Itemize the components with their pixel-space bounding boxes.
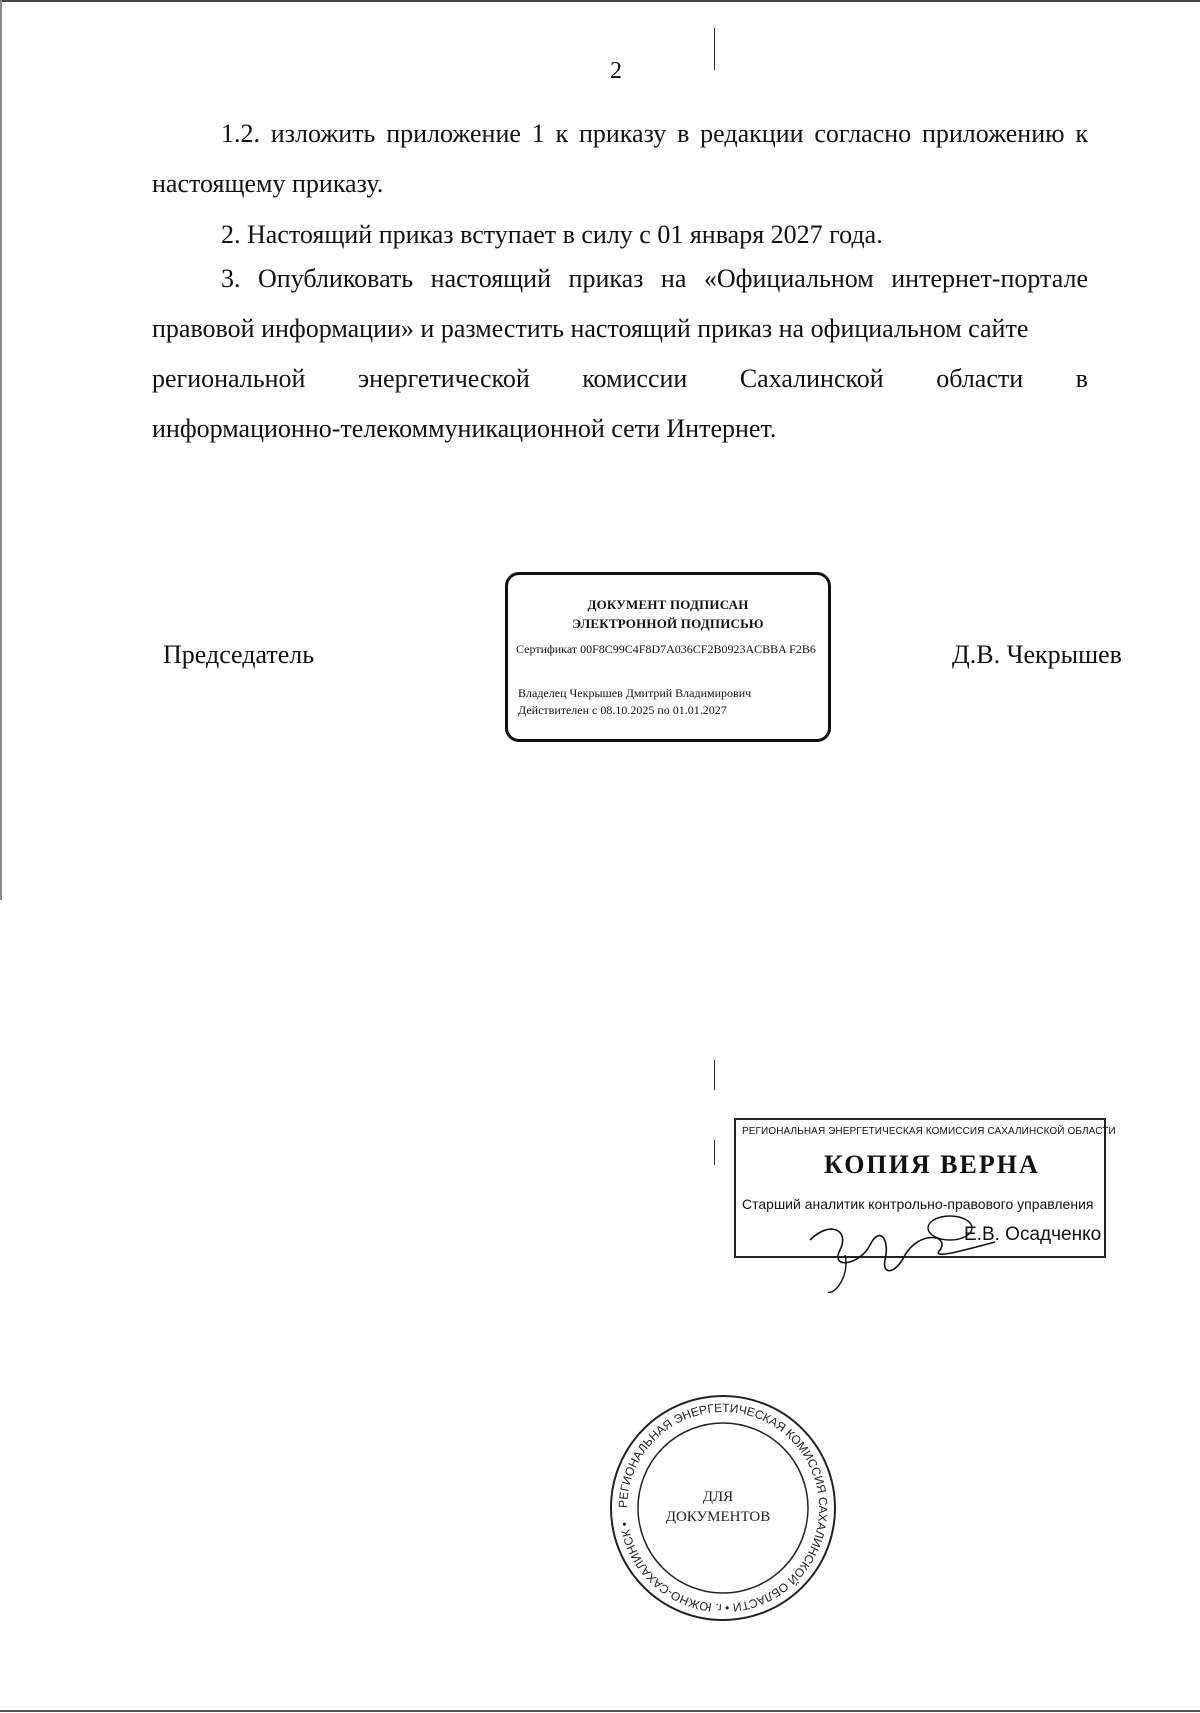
- paragraph-3: [152, 254, 1088, 454]
- esignature-title-line1: ДОКУМЕНТ ПОДПИСАН: [587, 597, 749, 612]
- scan-edge-left: [0, 0, 2, 900]
- paragraph-3-word: региональной: [152, 364, 306, 393]
- scan-artifact: [714, 1060, 715, 1090]
- copy-stamp-org: РЕГИОНАЛЬНАЯ ЭНЕРГЕТИЧЕСКАЯ КОМИССИЯ САХАЛИНСКОЙ ОБЛАСТИ: [742, 1126, 1116, 1137]
- scan-edge-bottom: [0, 1710, 1200, 1712]
- scan-artifact: [714, 1140, 715, 1165]
- copy-stamp-heading: КОПИЯ ВЕРНА: [824, 1150, 1040, 1179]
- paragraph-3-word: энергетической: [357, 364, 530, 393]
- seal-center-line2: ДОКУМЕНТОВ: [665, 1509, 771, 1525]
- copy-stamp-name: Е.В. Осадченко: [964, 1224, 1102, 1245]
- esignature-certificate: Сертификат 00F8C99C4F8D7A036CF2B0923ACBBA F2B6: [516, 642, 816, 656]
- signer-name: Д.В. Чекрышев: [952, 640, 1122, 669]
- handwritten-signature: [790, 1180, 1020, 1300]
- round-seal: [608, 1393, 838, 1623]
- seal-center-line1: ДЛЯ: [702, 1489, 734, 1505]
- signature-loop: [928, 1216, 972, 1240]
- signature-tail: [828, 1255, 846, 1292]
- paragraph-2: 2. Настоящий приказ вступает в силу с 01 января 2027 года.: [221, 220, 883, 249]
- paragraph-3-word: в: [1075, 364, 1088, 393]
- esignature-title: [508, 595, 828, 633]
- copy-stamp-position: Старший аналитик контрольно-правового управления: [742, 1196, 1094, 1212]
- seal-inner-ring: [638, 1423, 808, 1593]
- paragraph-3-word: Сахалинской: [739, 364, 884, 393]
- signer-position: Председатель: [163, 640, 315, 669]
- page-number: 2: [610, 58, 622, 84]
- paragraph-3-text: 3. Опубликовать настоящий приказ на «Официальном интернет-портале правовой информации» и разместить настоящий приказ на официальном сайте: [152, 264, 1088, 343]
- seal-ring-text: [616, 1401, 830, 1615]
- scan-artifact: [714, 28, 715, 70]
- electronic-signature-stamp: [505, 572, 831, 742]
- esignature-validity: Действителен с 08.10.2025 по 01.01.2027: [518, 703, 727, 717]
- esignature-title-line2: ЭЛЕКТРОННОЙ ПОДПИСЬЮ: [572, 616, 764, 631]
- seal-ring-textpath: РЕГИОНАЛЬНАЯ ЭНЕРГЕТИЧЕСКАЯ КОМИССИЯ САХАЛИНСКОЙ ОБЛАСТИ • г. ЮЖНО-САХАЛИНСК •: [615, 1400, 831, 1616]
- seal-outer-ring: [611, 1396, 835, 1620]
- paragraph-1-2: 1.2. изложить приложение 1 к приказу в редакции согласно приложению к настоящему приказу.: [152, 119, 1088, 198]
- paragraph-3-last-line: информационно-телекоммуникационной сети Интернет.: [152, 414, 777, 443]
- paragraph-3-word: комиссии: [582, 364, 688, 393]
- esignature-owner: Владелец Чекрышев Дмитрий Владимирович: [518, 686, 752, 700]
- scan-edge-top: [0, 0, 1200, 2]
- paragraph-3-word: области: [936, 364, 1024, 393]
- paragraph-3-justified-line: [152, 354, 1088, 404]
